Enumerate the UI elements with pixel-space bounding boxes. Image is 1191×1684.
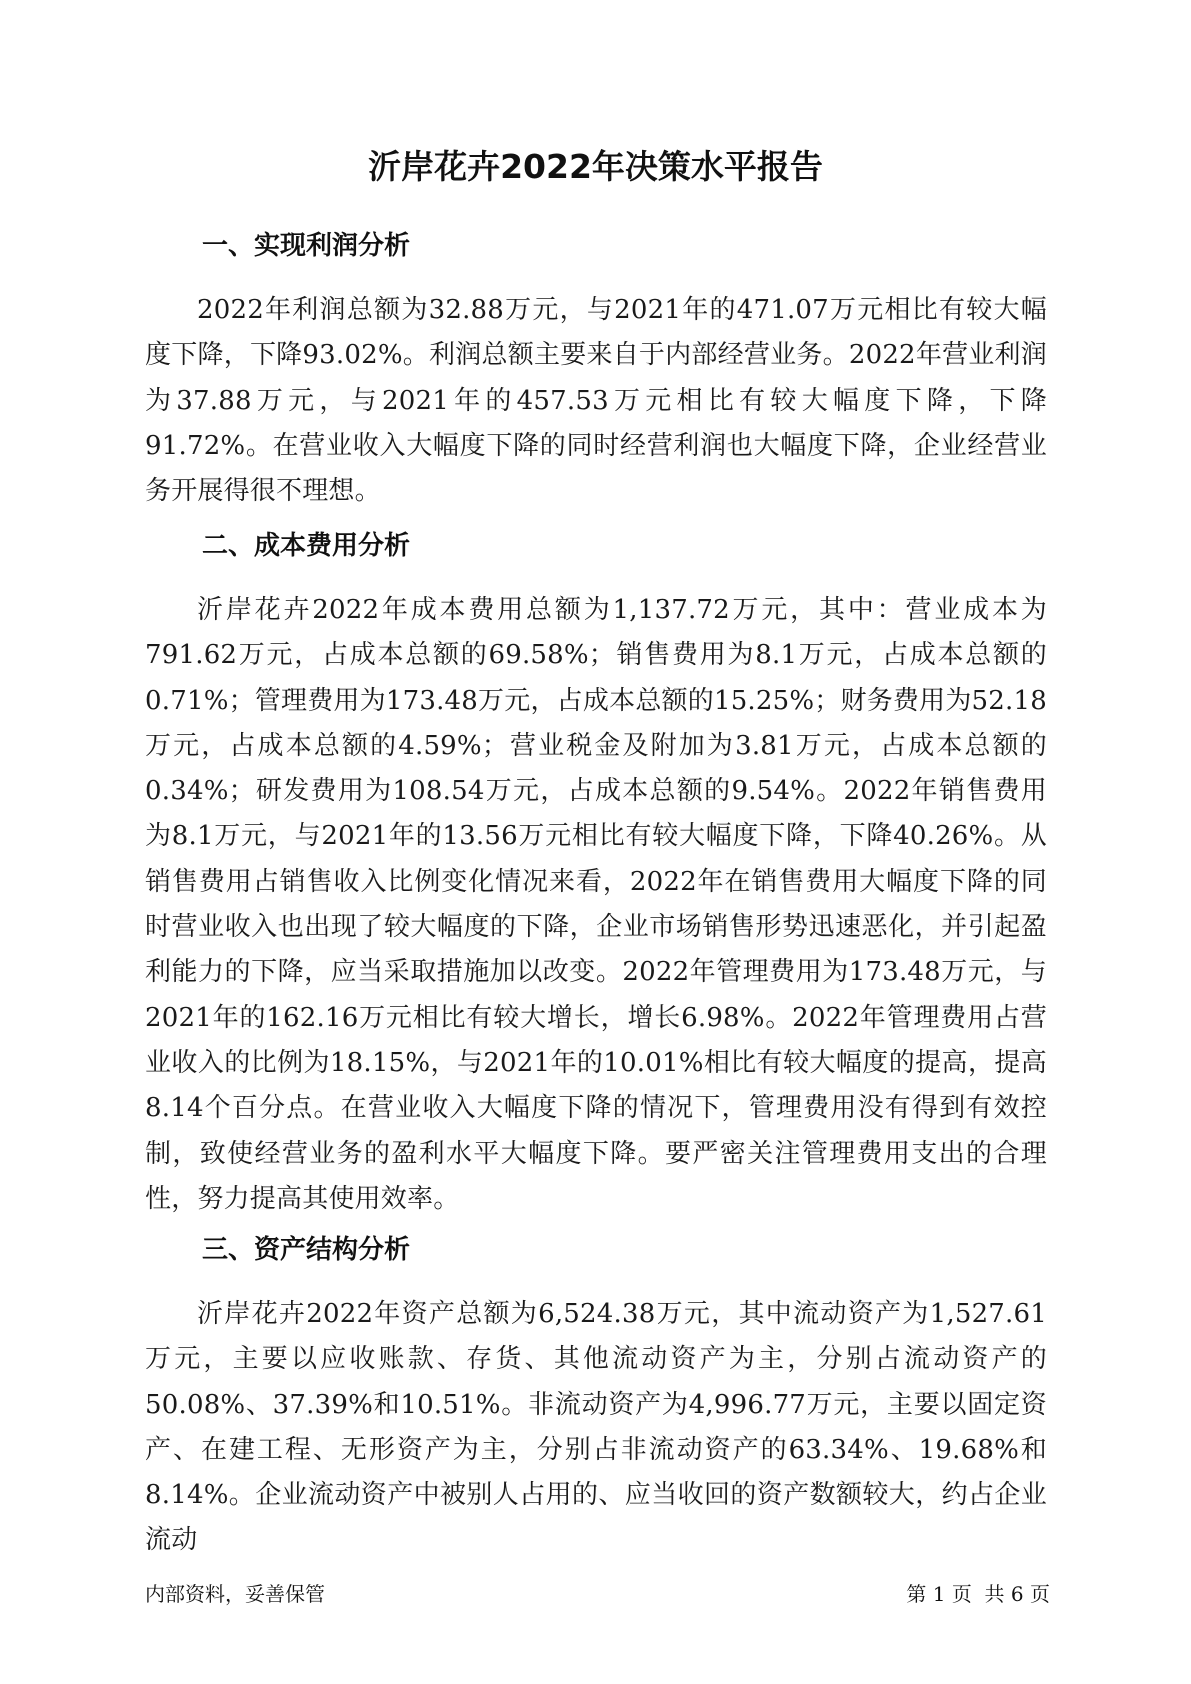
document-title: 沂岸花卉2022年决策水平报告 [368,147,823,186]
section-heading-profit: 一、实现利润分析 [202,231,411,261]
section-heading-cost: 二、成本费用分析 [202,531,411,561]
section-body-profit: 2022年利润总额为32.88万元，与2021年的471.07万元相比有较大幅度下降，下降93.02%。利润总额主要来自于内部经营业务。2022年营业利润为37.88万元，与2021年的457.53万元相比有较大幅度下降，下降91.72%。在营业收入大幅度下降的同时经营利润也大幅度下降，企业经营业务开展得很不理想。 [145,295,1047,507]
section-heading-assets: 三、资产结构分析 [202,1235,411,1265]
footer-page-number: 第 1 页 共 6 页 [906,1582,1050,1606]
section-body-cost: 沂岸花卉2022年成本费用总额为1,137.72万元，其中：营业成本为791.62万元，占成本总额的69.58%；销售费用为8.1万元，占成本总额的0.71%；管理费用为173.48万元，占成本总额的15.25%；财务费用为52.18万元，占成本总额的4.59%；营业税金及附加为3.81万元，占成本总额的0.34%；研发费用为108.54万元，占成本总额的9.54%。2022年销售费用为8.1万元，与2021年的13.56万元相比有较大幅度下降，下降40.26%。从销售费用占销售收入比例变化情况来看，2022年在销售费用大幅度下降的同时营业收入也出现了较大幅度的下降，企业市场销售形势迅速恶化，并引起盈利能力的下降，应当采取措施加以改变。2022年管理费用为173.48万元，与2021年的162.16万元相比有较大增长，增长6.98%。2022年管理费用占营业收入的比例为18.15%，与2021年的10.01%相比有较大幅度的提高，提高8.14个百分点。在营业收入大幅度下降的情况下，管理费用没有得到有效控制，致使经营业务的盈利水平大幅度下降。要严密关注管理费用支出的合理性，努力提高其使用效率。 [145,595,1047,1214]
section-body-assets: 沂岸花卉2022年资产总额为6,524.38万元，其中流动资产为1,527.61万元，主要以应收账款、存货、其他流动资产为主，分别占流动资产的50.08%、37.39%和10.51%。非流动资产为4,996.77万元，主要以固定资产、在建工程、无形资产为主，分别占非流动资产的63.34%、19.68%和8.14%。企业流动资产中被别人占用的、应当收回的资产数额较大，约占企业流动 [145,1299,1047,1556]
footer-confidential-note: 内部资料，妥善保管 [145,1582,325,1606]
